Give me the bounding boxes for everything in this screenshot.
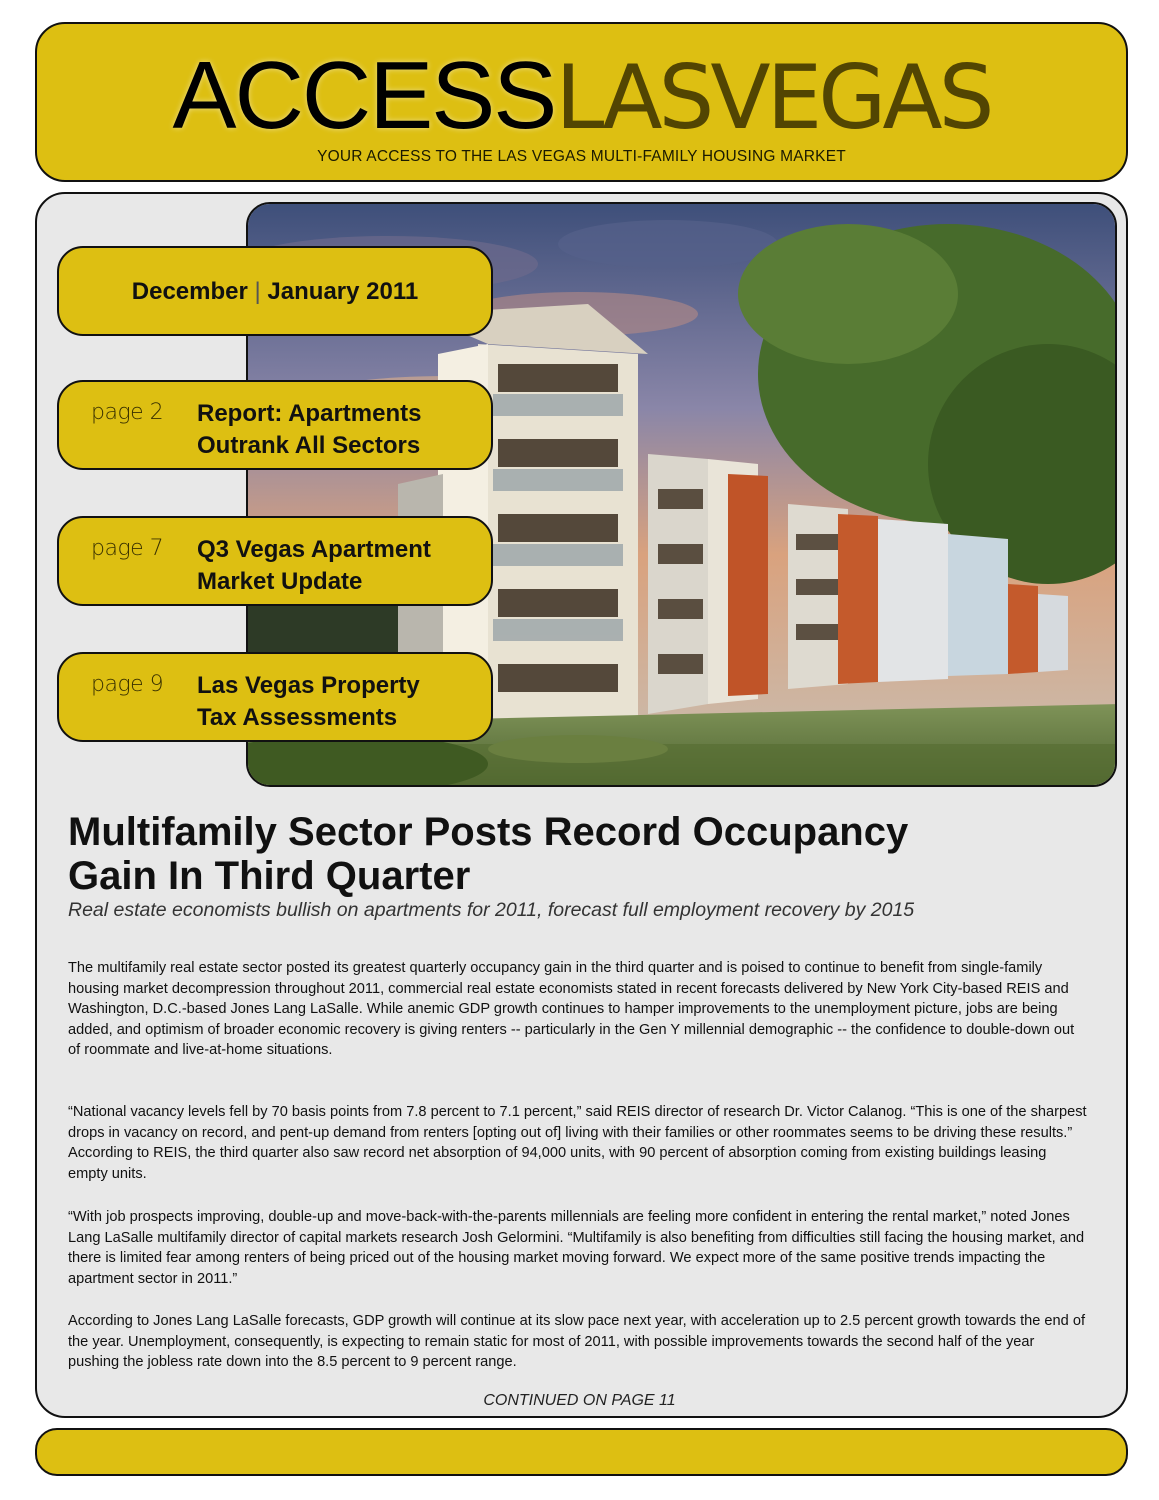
toc-title-line-2: Outrank All Sectors — [197, 432, 421, 459]
toc-title-line-2: Market Update — [197, 568, 363, 595]
issue-separator: | — [254, 278, 261, 305]
issue-date-tab — [57, 246, 493, 336]
toc-title-line-1: Q3 Vegas Apartment — [197, 536, 431, 563]
logo-las-vegas: LASVEGAS — [555, 46, 991, 149]
article-paragraph-3: “With job prospects improving, double-up and move-back-with-the-parents millennials are feeling more confident in entering the rental market,” noted Jones Lang LaSalle multifamily director of capital markets research Josh Gelormini. “Multifamily is also benefiting from difficulties still facing the housing market, and there is limited fear among renters of being priced out of the housing market moving forward. We expect more of the same positive trends impacting the apartment sector in 2011.” — [68, 1209, 1085, 1287]
toc-item-page-2[interactable] — [57, 380, 493, 470]
headline-line-1: Multifamily Sector Posts Record Occupancy — [68, 810, 909, 854]
toc-title — [197, 534, 487, 598]
article-subhead: Real estate economists bullish on apartments for 2011, forecast full employment recovery by 2015 — [68, 899, 915, 921]
toc-title-line-1: Report: Apartments — [197, 400, 422, 427]
article-paragraph-1: The multifamily real estate sector posted its greatest quarterly occupancy gain in the third quarter and is poised to continue to benefit from single-family housing market decompression throughout 2011, commercial real estate economists stated in recent forecasts delivered by New York City-based REIS and Washington, D.C.-based Jones Lang LaSalle. While anemic GDP growth continues to hamper improvements to the unemployment picture, jobs are being added, and optimism of broader economic recovery is giving renters -- particularly in the Gen Y millennial demographic -- the confidence to double-down out of roommate and live-at-home situations. — [68, 960, 1075, 1058]
toc-item-page-7[interactable] — [57, 516, 493, 606]
headline-line-2: Gain In Third Quarter — [68, 854, 471, 898]
toc-page-number: page 9 — [91, 672, 164, 697]
toc-page-number: page 7 — [91, 536, 164, 561]
footer-bar — [35, 1428, 1128, 1476]
tagline: YOUR ACCESS TO THE LAS VEGAS MULTI-FAMILY HOUSING MARKET — [317, 148, 846, 165]
issue-month-a: December — [131, 278, 248, 305]
article-paragraph-2: “National vacancy levels fell by 70 basis points from 7.8 percent to 7.1 percent,” said REIS director of research Dr. Victor Calanog. “This is one of the sharpest drops in vacancy on record, and pent-up demand from renters [opting out of] living with their families or other roommates seems to be driving these results.” According to REIS, the third quarter also saw record net absorption of 94,000 units, with 90 percent of absorption coming from existing buildings leasing empty units. — [68, 1104, 1087, 1182]
issue-month-b: January 2011 — [267, 278, 419, 305]
masthead — [35, 22, 1128, 182]
toc-title-line-1: Las Vegas Property — [197, 672, 420, 699]
logo — [37, 42, 1126, 149]
article-paragraph-4: According to Jones Lang LaSalle forecasts, GDP growth will continue at its slow pace next year, with acceleration up to 2.5 percent growth towards the end of the year. Unemployment, consequently, is expecting to remain static for most of 2011, with possible improvements towards the second half of the year pushing the jobless rate down into the 8.5 percent to 9 percent range. — [68, 1313, 1085, 1370]
toc-page-number: page 2 — [91, 400, 164, 425]
toc-title-line-2: Tax Assessments — [197, 704, 398, 731]
toc-title — [197, 670, 487, 734]
continued-link[interactable]: CONTINUED ON PAGE 11 — [483, 1392, 676, 1409]
logo-access: ACCESS — [172, 42, 556, 149]
toc-title — [197, 398, 487, 462]
article-headline — [68, 810, 1098, 898]
issue-date — [59, 276, 491, 308]
toc-item-page-9[interactable] — [57, 652, 493, 742]
